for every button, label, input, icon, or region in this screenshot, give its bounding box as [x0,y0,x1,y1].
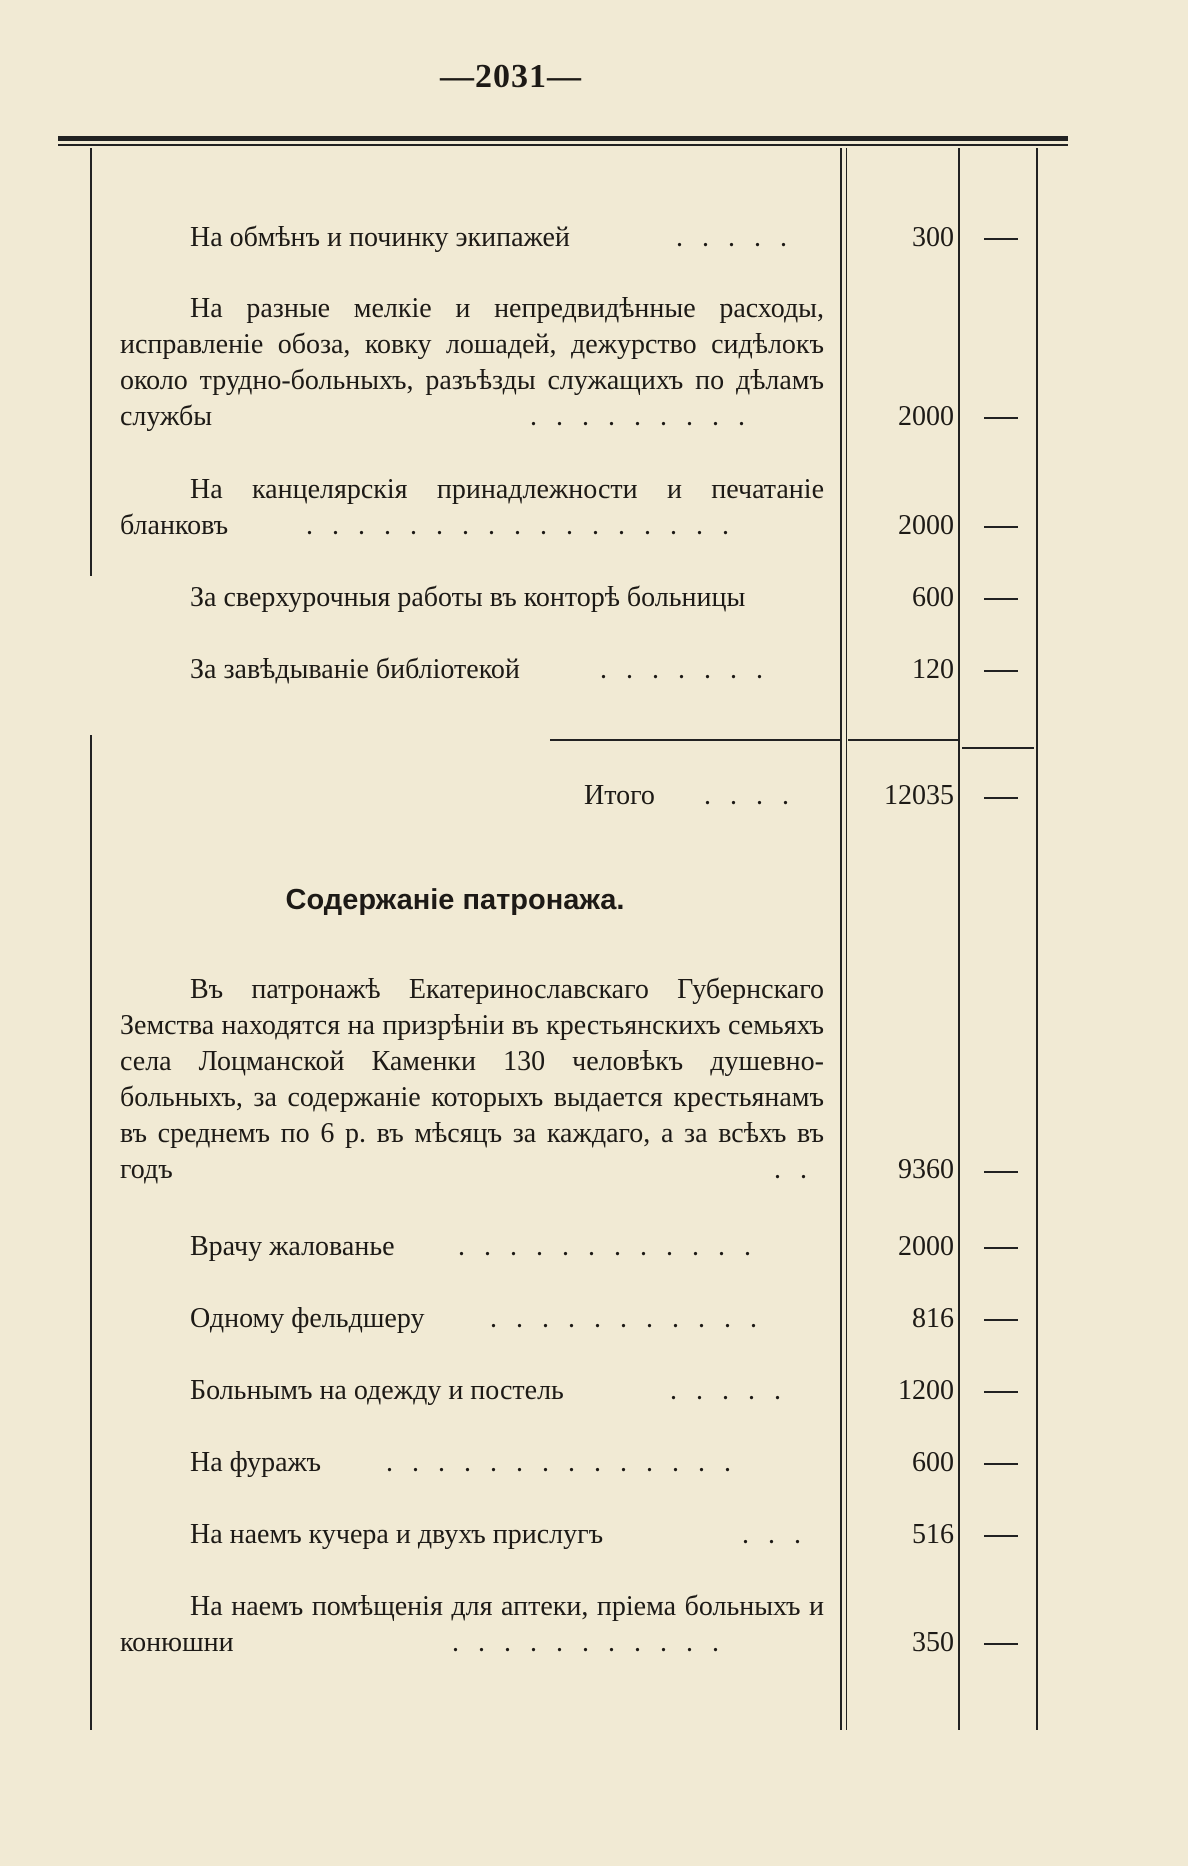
item-text: На фуражъ [190,1447,321,1478]
item-leader: . . . . . . . [600,654,769,685]
total-leader: . . . . [704,780,795,811]
item-amount: 600 [912,1447,954,1478]
item-leader: . . . . . . . . . . . [452,1627,725,1658]
kopeck-dash [984,1535,1018,1537]
item-leader: . . . . . . . . . [530,401,751,432]
amount-column-line-a [840,148,842,1730]
top-rule-thin [58,144,1068,146]
kopeck-dash [984,1247,1018,1249]
item-leader: . . [774,1154,813,1185]
item-leader: . . . . . . . . . . . . [458,1231,757,1262]
page-number: —2031— [440,58,582,95]
item-amount: 9360 [898,1154,954,1185]
top-rule [58,136,1068,141]
item-text: Одному фельдшеру [190,1303,425,1334]
total-rule-right [848,739,960,741]
total-label: Итого [584,780,655,811]
total-rule-left [550,739,840,741]
kopeck-dash [984,1171,1018,1173]
amount-column-line-b [846,148,847,1730]
total-amount: 12035 [884,780,954,811]
item-text: Больнымъ на одежду и постель [190,1375,564,1406]
kopeck-dash [984,598,1018,600]
left-border-upper [90,148,92,576]
kopeck-dash [984,670,1018,672]
item-amount: 1200 [898,1375,954,1406]
item-amount: 120 [912,654,954,685]
kopeck-dash [984,1463,1018,1465]
kopeck-dash [984,1319,1018,1321]
kopeck-dash [984,797,1018,799]
item-text: За завѣдываніе библіотекой [190,654,520,685]
item-leader: . . . [742,1519,807,1550]
item-amount: 816 [912,1303,954,1334]
right-border [1036,148,1038,1730]
total-rule-cents [962,747,1034,749]
item-text: На канцелярскія принадлежности и печатаніе бланковъ [120,474,824,541]
item-text: Врачу жалованье [190,1231,395,1262]
item-amount: 2000 [898,510,954,541]
item-amount: 2000 [898,401,954,432]
item-leader: . . . . . . . . . . . . . . [386,1447,737,1478]
item-leader: . . . . . [670,1375,787,1406]
item-text: На обмѣнъ и починку экипажей [190,222,570,253]
item-leader: . . . . . . . . . . . [490,1303,763,1334]
item-amount: 300 [912,222,954,253]
item-text: На наемъ кучера и двухъ прислугъ [190,1519,604,1550]
kopeck-dash [984,1643,1018,1645]
item-text: Въ патронажѣ Екатеринославскаго Губернскаго Земства находятся на призрѣніи въ крестьянскихъ семьяхъ села Лоцманской Каменки 130 человѣкъ душевно-больныхъ, за содержаніе которыхъ выдается крестьянамъ въ среднемъ по 6 р. въ мѣсяцъ за каждаго, а за всѣхъ въ годъ [120,974,824,1185]
item-amount: 516 [912,1519,954,1550]
kopeck-dash [984,526,1018,528]
kopeck-dash [984,1391,1018,1393]
item-leader: . . . . . [676,222,793,253]
kopeck-dash [984,417,1018,419]
item-amount: 350 [912,1627,954,1658]
item-amount: 600 [912,582,954,613]
cents-column-line [958,148,960,1730]
item-leader: . . . . . . . . . . . . . . . . . [306,510,735,541]
section-heading: Содержаніе патронажа. [285,884,625,916]
item-text: За сверхурочныя работы въ конторѣ больницы [190,582,746,613]
item-text: На разные мелкіе и непредвидѣнные расходы, исправленіе обоза, ковку лошадей, дежурство сидѣлокъ около трудно-больныхъ, разъѣзды служащихъ по дѣламъ службы [120,293,824,432]
kopeck-dash [984,238,1018,240]
item-text: На наемъ помѣщенія для аптеки, пріема больныхъ и конюшни [120,1591,824,1658]
item-amount: 2000 [898,1231,954,1262]
